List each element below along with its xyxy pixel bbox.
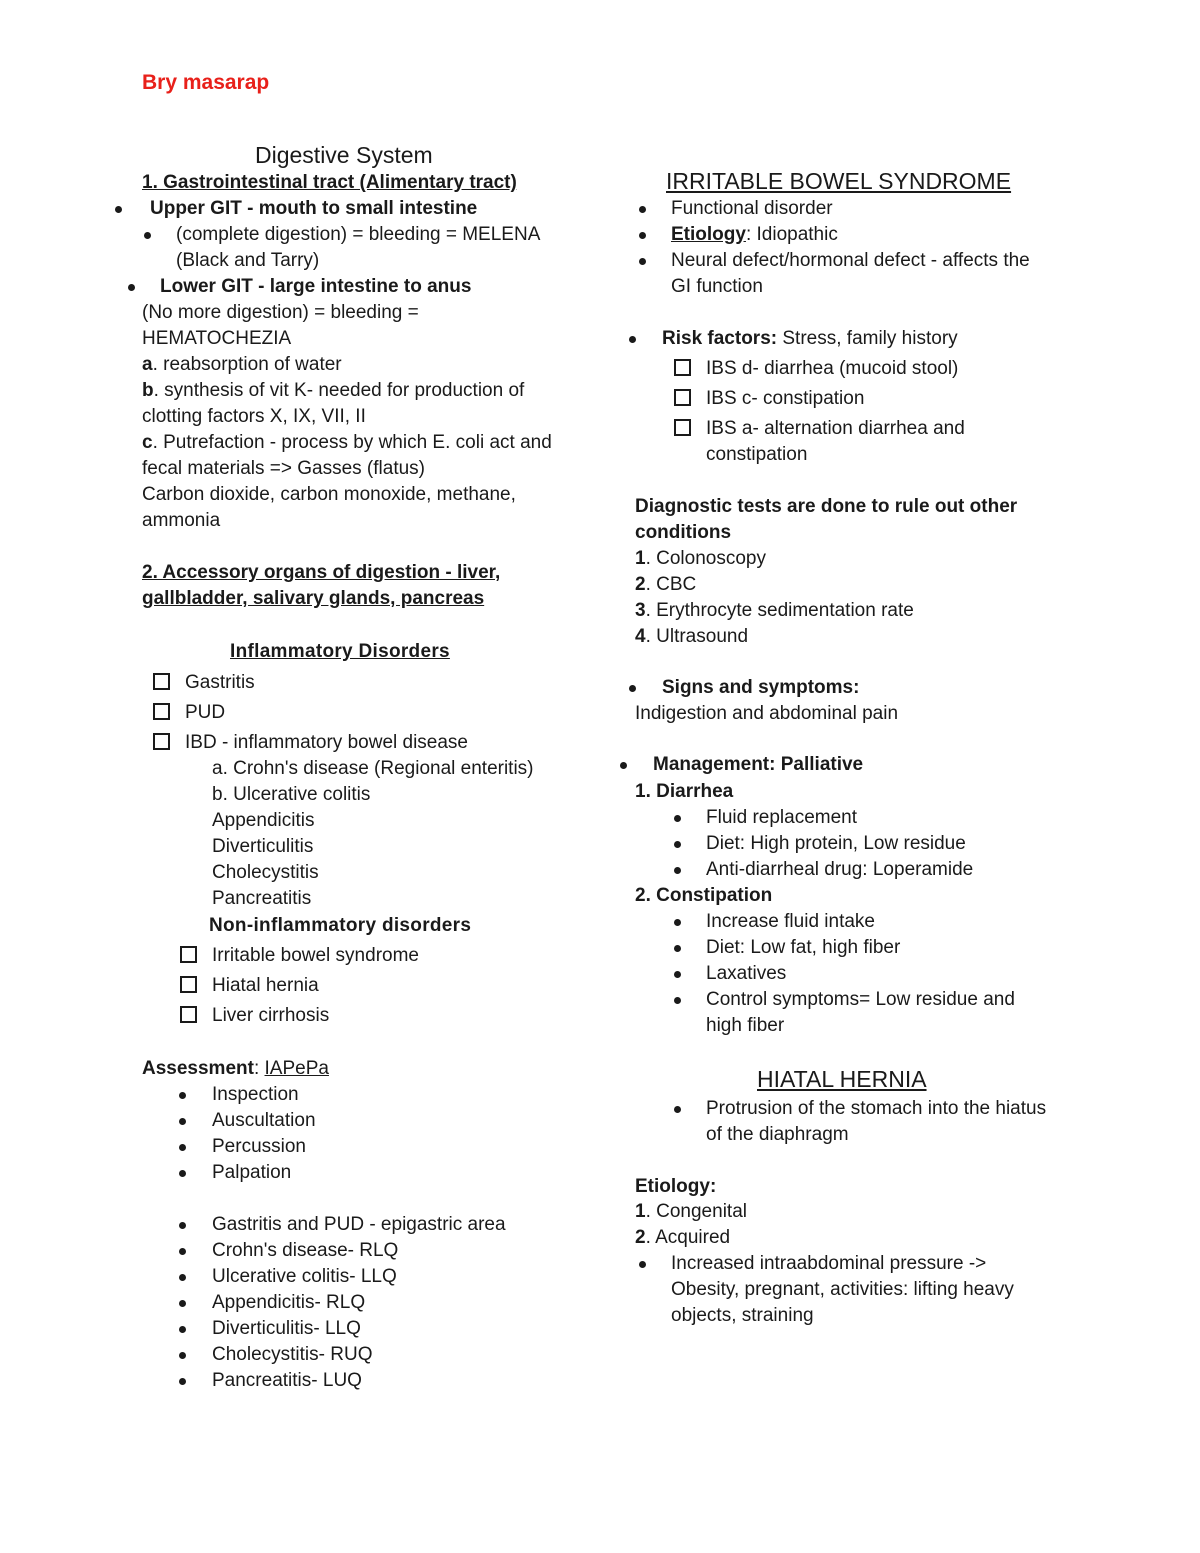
diarrhea-heading: 1. Diarrhea: [635, 781, 734, 802]
bullet-icon: [115, 206, 122, 213]
checkbox-icon[interactable]: [180, 1006, 197, 1023]
signs-heading: Signs and symptoms:: [662, 677, 860, 698]
constipation-heading: 2. Constipation: [635, 885, 773, 906]
constipation-item: Laxatives: [706, 963, 787, 984]
inflammatory-heading: Inflammatory Disorders: [230, 641, 450, 662]
lower-git-line: HEMATOCHEZIA: [142, 328, 292, 349]
upper-git: Upper GIT - mouth to small intestine: [150, 198, 478, 219]
lower-git-c-cont: fecal materials => Gasses (flatus): [142, 458, 425, 479]
bullet-icon: [179, 1170, 186, 1177]
noninflammatory-item: Liver cirrhosis: [212, 1005, 330, 1026]
bullet-icon: [179, 1118, 186, 1125]
ibd-sub-item: Cholecystitis: [212, 862, 319, 883]
bullet-icon: [639, 1261, 646, 1268]
bullet-icon: [674, 841, 681, 848]
lower-git-c: c. Putrefaction - process by which E. coli act and: [142, 432, 552, 453]
checkbox-icon[interactable]: [674, 389, 691, 406]
diarrhea-item: Diet: High protein, Low residue: [706, 833, 966, 854]
bullet-icon: [179, 1352, 186, 1359]
lower-git-b: b. synthesis of vit K- needed for production of: [142, 380, 525, 401]
hh-etiology-item: 1. Congenital: [635, 1201, 747, 1222]
hh-acquired: Increased intraabdominal pressure ->: [671, 1253, 987, 1274]
assessment-item: Palpation: [212, 1162, 292, 1183]
checkbox-icon[interactable]: [153, 733, 170, 750]
location-item: Pancreatitis- LUQ: [212, 1370, 362, 1391]
constipation-item-cont: high fiber: [706, 1015, 785, 1036]
ibs-type: IBS d- diarrhea (mucoid stool): [706, 358, 959, 379]
assessment-item: Auscultation: [212, 1110, 316, 1131]
management-heading: Management: Palliative: [653, 754, 864, 775]
bullet-icon: [629, 336, 636, 343]
ibd-sub-item: a. Crohn's disease (Regional enteritis): [212, 758, 534, 779]
diagnostic-test: 2. CBC: [635, 574, 697, 595]
ibd-sub-item: Pancreatitis: [212, 888, 312, 909]
bullet-icon: [674, 815, 681, 822]
location-item: Diverticulitis- LLQ: [212, 1318, 361, 1339]
bullet-icon: [179, 1222, 186, 1229]
checkbox-icon[interactable]: [180, 946, 197, 963]
assessment-line: Assessment: IAPePa: [142, 1058, 329, 1079]
diagnostic-test: 3. Erythrocyte sedimentation rate: [635, 600, 914, 621]
hiatal-hernia-heading: HIATAL HERNIA: [757, 1066, 927, 1092]
location-item: Appendicitis- RLQ: [212, 1292, 366, 1313]
inflammatory-item: PUD: [185, 702, 226, 723]
diarrhea-item: Anti-diarrheal drug: Loperamide: [706, 859, 974, 880]
checkbox-icon[interactable]: [674, 419, 691, 436]
hh-acquired-cont: Obesity, pregnant, activities: lifting heavy: [671, 1279, 1014, 1300]
lower-git: Lower GIT - large intestine to anus: [160, 276, 472, 297]
ibs-type: IBS c- constipation: [706, 388, 865, 409]
ibs-item-cont: GI function: [671, 276, 763, 297]
checkbox-icon[interactable]: [674, 359, 691, 376]
hh-etiology-item: 2. Acquired: [635, 1227, 731, 1248]
bullet-icon: [179, 1300, 186, 1307]
bullet-icon: [639, 232, 646, 239]
lower-git-c-cont: ammonia: [142, 510, 221, 531]
ibs-item: Neural defect/hormonal defect - affects the: [671, 250, 1030, 271]
bullet-icon: [674, 919, 681, 926]
diagnostic-test: 1. Colonoscopy: [635, 548, 766, 569]
bullet-icon: [179, 1248, 186, 1255]
page-title: Digestive System: [255, 142, 433, 168]
accessory-heading-cont: gallbladder, salivary glands, pancreas: [142, 588, 485, 609]
checkbox-icon[interactable]: [153, 673, 170, 690]
risk-factors: Risk factors: Stress, family history: [662, 328, 958, 349]
bullet-icon: [620, 762, 627, 769]
ibd-sub-item: b. Ulcerative colitis: [212, 784, 371, 805]
lower-git-line: (No more digestion) = bleeding =: [142, 302, 419, 323]
lower-git-b-cont: clotting factors X, IX, VII, II: [142, 406, 366, 427]
bullet-icon: [179, 1326, 186, 1333]
noninflammatory-heading: Non-inflammatory disorders: [209, 915, 472, 936]
constipation-item: Diet: Low fat, high fiber: [706, 937, 901, 958]
diarrhea-item: Fluid replacement: [706, 807, 858, 828]
hiatal-hernia-item-cont: of the diaphragm: [706, 1124, 849, 1145]
checkbox-icon[interactable]: [180, 976, 197, 993]
bullet-icon: [674, 997, 681, 1004]
inflammatory-item: Gastritis: [185, 672, 255, 693]
constipation-item: Increase fluid intake: [706, 911, 875, 932]
location-item: Crohn's disease- RLQ: [212, 1240, 399, 1261]
ibs-type: IBS a- alternation diarrhea and: [706, 418, 965, 439]
bullet-icon: [144, 232, 151, 239]
diagnostic-test: 4. Ultrasound: [635, 626, 749, 647]
lower-git-c-cont: Carbon dioxide, carbon monoxide, methane,: [142, 484, 516, 505]
bullet-icon: [179, 1274, 186, 1281]
ibs-etiology: Etiology: Idiopathic: [671, 224, 838, 245]
lower-git-a: a. reabsorption of water: [142, 354, 342, 375]
bullet-icon: [674, 945, 681, 952]
signs-value: Indigestion and abdominal pain: [635, 703, 899, 724]
ibd-sub-item: Appendicitis: [212, 810, 315, 831]
hh-etiology-heading: Etiology:: [635, 1176, 717, 1197]
location-item: Ulcerative colitis- LLQ: [212, 1266, 397, 1287]
bullet-icon: [674, 867, 681, 874]
location-item: Cholecystitis- RUQ: [212, 1344, 373, 1365]
inflammatory-item: IBD - inflammatory bowel disease: [185, 732, 468, 753]
bullet-icon: [639, 206, 646, 213]
ibs-heading: IRRITABLE BOWEL SYNDROME: [666, 168, 1012, 194]
diagnostic-heading: Diagnostic tests are done to rule out other: [635, 496, 1018, 517]
bullet-icon: [629, 685, 636, 692]
author-name: Bry masarap: [142, 71, 270, 94]
noninflammatory-item: Irritable bowel syndrome: [212, 945, 419, 966]
assessment-item: Inspection: [212, 1084, 299, 1105]
diagnostic-heading-cont: conditions: [635, 522, 732, 543]
noninflammatory-item: Hiatal hernia: [212, 975, 319, 996]
bullet-icon: [639, 258, 646, 265]
ibs-type-cont: constipation: [706, 444, 808, 465]
upper-git-detail-2: (Black and Tarry): [176, 250, 320, 271]
constipation-item: Control symptoms= Low residue and: [706, 989, 1015, 1010]
ibd-sub-item: Diverticulitis: [212, 836, 314, 857]
bullet-icon: [179, 1144, 186, 1151]
bullet-icon: [179, 1092, 186, 1099]
bullet-icon: [674, 971, 681, 978]
bullet-icon: [674, 1106, 681, 1113]
bullet-icon: [128, 284, 135, 291]
hiatal-hernia-item: Protrusion of the stomach into the hiatus: [706, 1098, 1047, 1119]
checkbox-icon[interactable]: [153, 703, 170, 720]
accessory-heading: 2. Accessory organs of digestion - liver,: [142, 562, 501, 583]
bullet-icon: [179, 1378, 186, 1385]
git-heading: 1. Gastrointestinal tract (Alimentary tract): [142, 172, 517, 193]
location-item: Gastritis and PUD - epigastric area: [212, 1214, 506, 1235]
upper-git-detail: (complete digestion) = bleeding = MELENA: [176, 224, 541, 245]
ibs-item: Functional disorder: [671, 198, 833, 219]
hh-acquired-cont: objects, straining: [671, 1305, 814, 1326]
assessment-item: Percussion: [212, 1136, 306, 1157]
